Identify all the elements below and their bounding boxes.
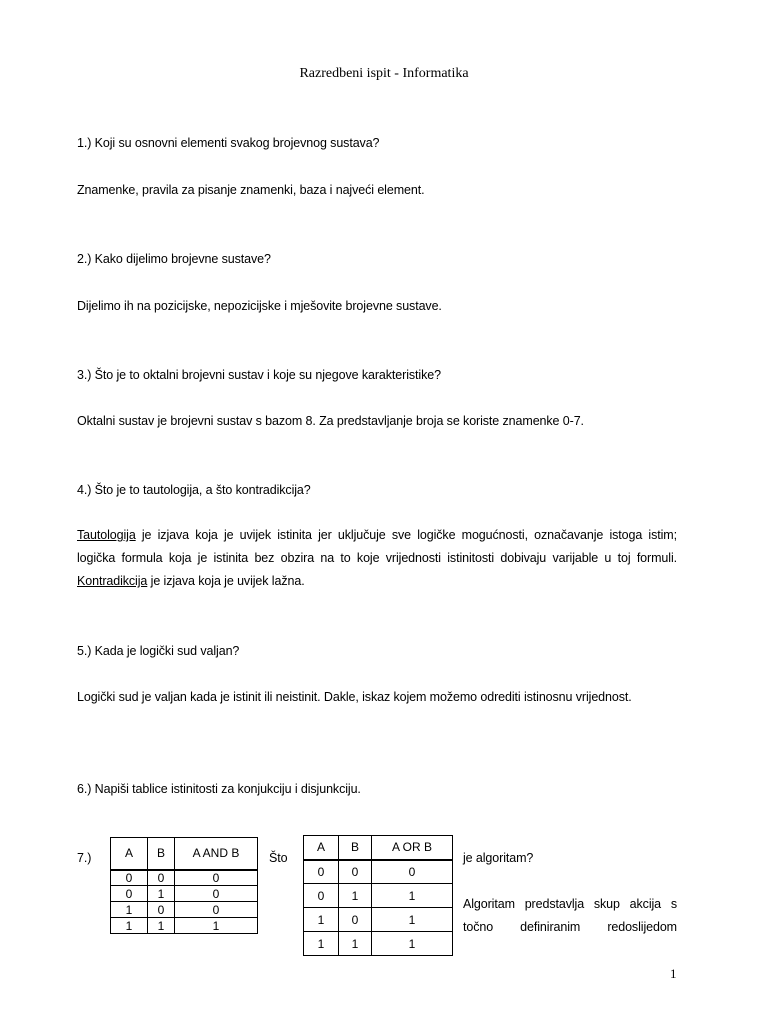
table-cell: 0	[175, 870, 258, 886]
table-cell: 0	[372, 860, 453, 884]
page-title: Razredbeni ispit - Informatika	[299, 66, 469, 81]
table-cell: 1	[372, 932, 453, 956]
or-header-a: A	[304, 836, 339, 860]
answer-5: Logički sud je valjan kada je istinit ili neistinit. Dakle, iskaz kojem možemo odrediti istinosnu vrijednost.	[77, 690, 632, 704]
table-cell: 1	[175, 918, 258, 934]
question-7-word-sto: Što	[269, 851, 288, 865]
question-1: 1.) Koji su osnovni elementi svakog brojevnog sustava?	[77, 136, 380, 150]
question-2: 2.) Kako dijelimo brojevne sustave?	[77, 252, 271, 266]
answer-2: Dijelimo ih na pozicijske, nepozicijske i mješovite brojevne sustave.	[77, 299, 442, 313]
answer-4-part2: je izjava koja je uvijek lažna.	[147, 574, 305, 588]
table-cell: 0	[175, 902, 258, 918]
table-cell: 1	[304, 932, 339, 956]
table-cell: 1	[339, 884, 372, 908]
or-table-header-row	[304, 836, 453, 860]
table-row	[111, 918, 258, 934]
question-6: 6.) Napiši tablice istinitosti za konjukciju i disjunkciju.	[77, 782, 361, 796]
table-cell: 0	[339, 908, 372, 932]
answer-4-part1: je izjava koja je uvijek istinita jer uključuje sve logičke mogućnosti, označavanje istoga istim; logička formula koja je istinita bez obzira na to koje vrijednosti istinitosti dobivaju varijable u toj formuli.	[77, 528, 677, 565]
question-4: 4.) Što je to tautologija, a što kontradikcija?	[77, 483, 311, 497]
table-row	[304, 932, 453, 956]
table-cell: 1	[339, 932, 372, 956]
table-cell: 1	[372, 884, 453, 908]
question-7-rest: je algoritam?	[463, 851, 534, 865]
page-number: 1	[670, 966, 677, 981]
table-cell: 1	[148, 918, 175, 934]
and-header-a: A	[111, 838, 148, 870]
table-row	[111, 870, 258, 886]
or-header-result: A OR B	[372, 836, 453, 860]
or-header-b: B	[339, 836, 372, 860]
question-3: 3.) Što je to oktalni brojevni sustav i koje su njegove karakteristike?	[77, 368, 441, 382]
table-cell: 1	[148, 886, 175, 902]
table-cell: 0	[111, 886, 148, 902]
or-truth-table	[303, 835, 453, 956]
table-row	[111, 902, 258, 918]
answer-7: Algoritam predstavlja skup akcija s točno definiranim redoslijedom	[463, 897, 677, 934]
term-kontradikcija: Kontradikcija	[77, 574, 148, 588]
answer-4	[77, 524, 677, 593]
table-cell: 0	[148, 870, 175, 886]
term-tautologija: Tautologija	[77, 528, 136, 542]
table-cell: 1	[304, 908, 339, 932]
table-row	[304, 860, 453, 884]
question-5: 5.) Kada je logički sud valjan?	[77, 644, 240, 658]
and-table-header-row	[111, 838, 258, 870]
and-header-result: A AND B	[175, 838, 258, 870]
question-7-number: 7.)	[77, 851, 92, 865]
answer-1: Znamenke, pravila za pisanje znamenki, baza i najveći element.	[77, 183, 425, 197]
and-truth-table	[110, 837, 258, 934]
table-cell: 0	[339, 860, 372, 884]
table-cell: 0	[175, 886, 258, 902]
table-cell: 0	[304, 860, 339, 884]
table-cell: 0	[111, 870, 148, 886]
table-row	[111, 886, 258, 902]
table-cell: 0	[304, 884, 339, 908]
table-cell: 0	[148, 902, 175, 918]
table-row	[304, 908, 453, 932]
table-cell: 1	[111, 918, 148, 934]
and-header-b: B	[148, 838, 175, 870]
table-row	[304, 884, 453, 908]
table-cell: 1	[372, 908, 453, 932]
answer-3: Oktalni sustav je brojevni sustav s bazom 8. Za predstavljanje broja se koriste znamenke 0-7.	[77, 414, 584, 428]
table-cell: 1	[111, 902, 148, 918]
